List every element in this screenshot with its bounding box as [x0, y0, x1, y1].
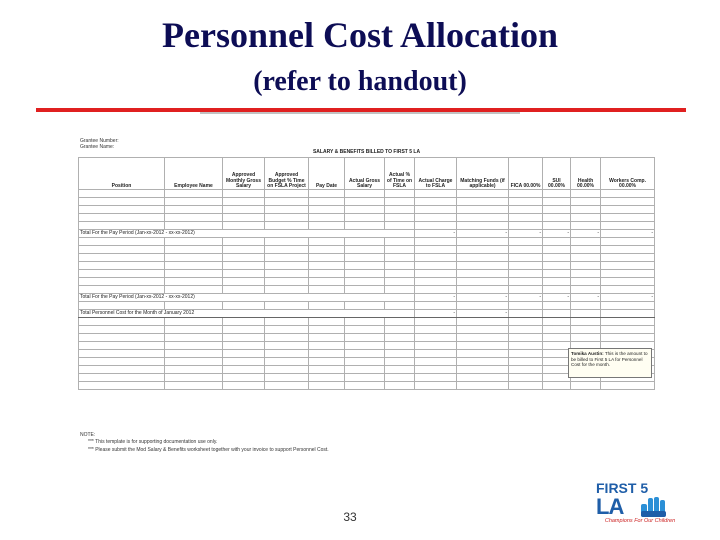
note-line: *** This template is for supporting documentation use only. — [88, 439, 218, 446]
table-row — [79, 214, 655, 222]
logo-text-first5: FIRST 5 — [596, 480, 649, 496]
table-row — [79, 318, 655, 326]
grantee-number-label: Grantee Number: — [80, 138, 119, 144]
table-row — [79, 278, 655, 286]
col-header: FICA 00.00% — [509, 158, 543, 190]
page-number: 33 — [343, 510, 357, 524]
logo-tagline: Champions For Our Children — [604, 518, 676, 524]
total-month-label: Total Personnel Cost for the Month of January 2012 — [79, 310, 415, 318]
hand-icon — [640, 496, 670, 518]
col-header: Approved Monthly Gross Salary — [223, 158, 265, 190]
table-row — [79, 382, 655, 390]
note-line: *** Please submit the Mod Salary & Benefits worksheet together with your invoice to support Personnel Cost. — [88, 446, 329, 453]
table-row — [79, 302, 655, 310]
table-row — [79, 326, 655, 334]
section-header: SALARY & BENEFITS BILLED TO FIRST 5 LA — [312, 149, 421, 155]
slide-title: Personnel Cost Allocation — [162, 15, 558, 55]
table-row — [79, 206, 655, 214]
table-row — [79, 238, 655, 246]
col-header: Approved Budget % Time on FSLA Project — [265, 158, 309, 190]
table-row — [79, 270, 655, 278]
notes-label: NOTE: — [80, 432, 96, 438]
table-row — [79, 254, 655, 262]
table-row — [79, 286, 655, 294]
total-row-1: Total For the Pay Period (Jan-xx-2012 - xx-xx-2012) - - - - - - — [80, 230, 654, 236]
grantee-name-label: Grantee Name: — [80, 144, 115, 150]
col-header: Actual Gross Salary — [345, 158, 385, 190]
table-row — [79, 222, 655, 230]
first5la-logo — [592, 480, 688, 528]
comment-text: This is the amount to be billed to First 5 LA for Personnel Cost for the month. — [571, 351, 648, 367]
col-header: Matching Funds (if applicable) — [457, 158, 509, 190]
table-row — [79, 190, 655, 198]
col-header: Pay Date — [309, 158, 345, 190]
table-row — [79, 334, 655, 342]
col-header: SUI 00.00% — [543, 158, 571, 190]
notes-section — [80, 432, 329, 454]
total-month-row: Total Personnel Cost for the Month of January 2012 - - — [79, 310, 655, 318]
comment-author: Tomika Austin: — [571, 351, 604, 356]
table-row — [79, 262, 655, 270]
table-row — [79, 246, 655, 254]
col-header: Actual Charge to FSLA — [415, 158, 457, 190]
table-row — [79, 198, 655, 206]
col-header: Position — [79, 158, 165, 190]
col-header: Employee Name — [165, 158, 223, 190]
total-row-2: Total For the Pay Period (Jan-xx-2012 - xx-xx-2012) - - - - - - — [80, 294, 654, 300]
comment-box — [568, 348, 652, 378]
spreadsheet-image — [78, 136, 654, 458]
col-header: Health 00.00% — [571, 158, 601, 190]
slide-subtitle: (refer to handout) — [253, 66, 467, 97]
total-label: Total For the Pay Period (Jan-xx-2012 - xx-xx-2012) — [79, 294, 415, 302]
col-header: Workers Comp. 00.00% — [601, 158, 655, 190]
title-divider-shadow — [200, 112, 520, 114]
logo-text-la: LA — [596, 494, 624, 519]
col-header: Actual % of Time on FSLA — [385, 158, 415, 190]
total-label: Total For the Pay Period (Jan-xx-2012 - xx-xx-2012) — [79, 230, 415, 238]
